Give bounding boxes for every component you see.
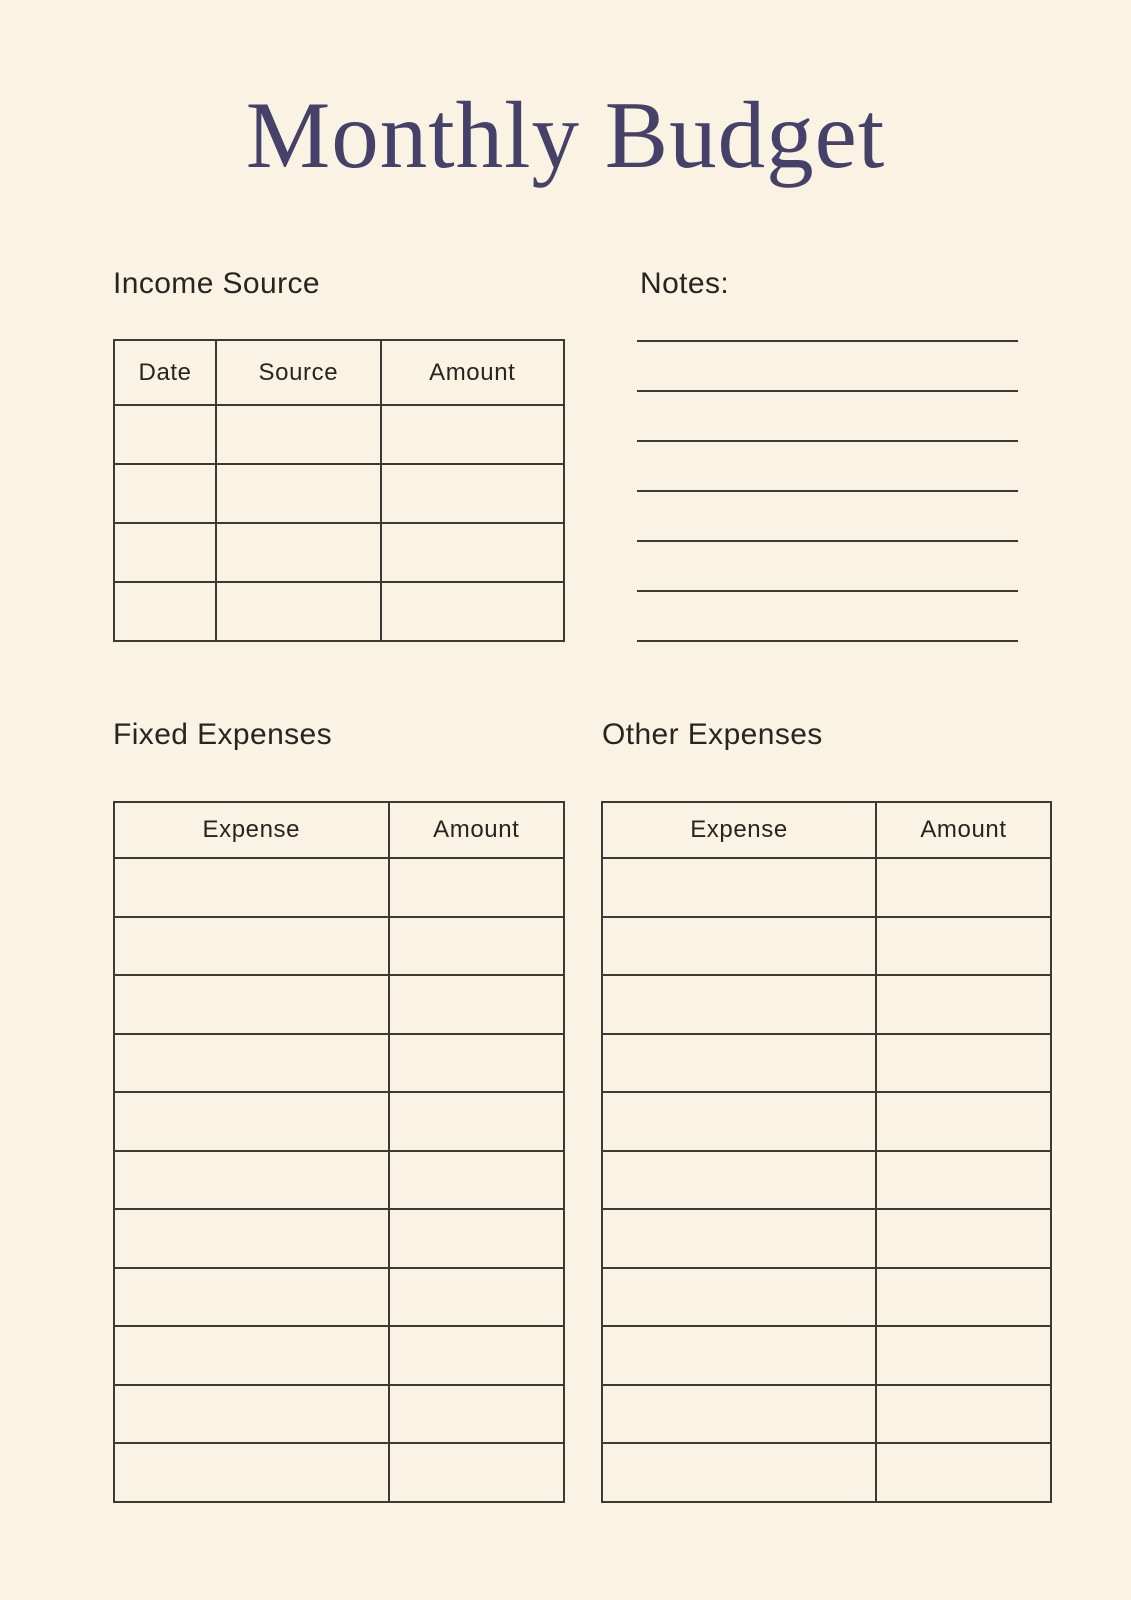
- table-row: [115, 918, 563, 977]
- table-cell-expense: [115, 859, 390, 916]
- table-cell-expense: [603, 1093, 877, 1150]
- table-cell-amount: [390, 1152, 563, 1209]
- table-cell-date: [115, 583, 217, 640]
- table-row: [603, 1210, 1050, 1269]
- table-row: [115, 1035, 563, 1094]
- table-cell-date: [115, 465, 217, 522]
- table-cell-amount: [877, 1444, 1050, 1501]
- table-cell-amount: [877, 1327, 1050, 1384]
- table-row: [603, 1152, 1050, 1211]
- notes-line: [637, 490, 1018, 492]
- table-row: [115, 406, 563, 465]
- table-cell-amount: [390, 1035, 563, 1092]
- table-cell-expense: [603, 1152, 877, 1209]
- table-cell-amount: [390, 1269, 563, 1326]
- table-cell-amount: [877, 1386, 1050, 1443]
- table-cell-expense: [115, 1269, 390, 1326]
- notes-line: [637, 340, 1018, 342]
- table-cell-amount: [877, 1210, 1050, 1267]
- table-cell-amount: [877, 918, 1050, 975]
- table-cell-source: [217, 406, 381, 463]
- table-cell-amount: [877, 1093, 1050, 1150]
- table-cell-amount: [390, 1210, 563, 1267]
- table-cell-source: [217, 465, 381, 522]
- table-cell-expense: [603, 976, 877, 1033]
- table-cell-expense: [603, 1035, 877, 1092]
- table-row: [603, 1386, 1050, 1445]
- table-row: [603, 1269, 1050, 1328]
- table-cell-expense: [603, 1269, 877, 1326]
- table-cell-amount: [877, 976, 1050, 1033]
- table-row: [603, 1035, 1050, 1094]
- table-cell-amount: [390, 1386, 563, 1443]
- table-cell-expense: [603, 1210, 877, 1267]
- table-cell-expense: [603, 1327, 877, 1384]
- table-cell-amount: [877, 1269, 1050, 1326]
- notes-line: [637, 390, 1018, 392]
- table-cell-date: [115, 524, 217, 581]
- table-cell-expense: [115, 1035, 390, 1092]
- table-row: [603, 918, 1050, 977]
- table-row: [603, 1444, 1050, 1501]
- table-cell-amount: [382, 583, 563, 640]
- other-expenses-header-expense: Expense: [603, 803, 877, 857]
- notes-line: [637, 590, 1018, 592]
- income-source-table: [113, 339, 565, 642]
- table-cell-expense: [115, 918, 390, 975]
- table-cell-expense: [603, 859, 877, 916]
- notes-lines: [637, 340, 1018, 642]
- income-header-source: Source: [217, 341, 381, 404]
- table-cell-amount: [382, 406, 563, 463]
- table-row: [115, 976, 563, 1035]
- table-row: [115, 583, 563, 640]
- table-row: [115, 1327, 563, 1386]
- table-cell-source: [217, 583, 381, 640]
- income-table-header-row: [115, 341, 563, 406]
- table-cell-date: [115, 406, 217, 463]
- section-heading-fixed-expenses: Fixed Expenses: [113, 718, 333, 751]
- table-cell-source: [217, 524, 381, 581]
- section-heading-other-expenses: Other Expenses: [602, 718, 823, 751]
- fixed-expenses-table: [113, 801, 565, 1503]
- other-expenses-header-amount: Amount: [920, 816, 1007, 843]
- income-header-date: Date: [115, 341, 217, 404]
- fixed-expenses-header-amount: Amount: [433, 816, 520, 843]
- table-row: [115, 859, 563, 918]
- table-cell-expense: [115, 1152, 390, 1209]
- table-cell-amount: [877, 1035, 1050, 1092]
- section-heading-notes: Notes:: [640, 267, 730, 300]
- table-cell-amount: [877, 1152, 1050, 1209]
- other-expenses-table-body: [603, 859, 1050, 1501]
- table-cell-expense: [115, 976, 390, 1033]
- table-row: [115, 1152, 563, 1211]
- table-cell-expense: [603, 1444, 877, 1501]
- table-cell-amount: [390, 976, 563, 1033]
- notes-line: [637, 640, 1018, 642]
- table-row: [115, 1093, 563, 1152]
- table-cell-amount: [390, 918, 563, 975]
- table-row: [115, 1210, 563, 1269]
- table-cell-amount: [382, 465, 563, 522]
- table-cell-expense: [115, 1386, 390, 1443]
- income-table-body: [115, 406, 563, 640]
- table-cell-expense: [603, 918, 877, 975]
- other-expenses-header-row: [603, 803, 1050, 859]
- table-cell-expense: [115, 1210, 390, 1267]
- table-row: [603, 1093, 1050, 1152]
- table-cell-amount: [877, 859, 1050, 916]
- table-cell-expense: [115, 1444, 390, 1501]
- section-heading-income-source: Income Source: [113, 267, 320, 300]
- table-cell-expense: [603, 1386, 877, 1443]
- fixed-expenses-header-expense: Expense: [115, 803, 390, 857]
- fixed-expenses-header-row: [115, 803, 563, 859]
- table-cell-amount: [390, 1093, 563, 1150]
- table-cell-expense: [115, 1327, 390, 1384]
- notes-line: [637, 540, 1018, 542]
- table-cell-amount: [390, 1327, 563, 1384]
- notes-line: [637, 440, 1018, 442]
- table-cell-amount: [390, 859, 563, 916]
- table-row: [603, 859, 1050, 918]
- fixed-expenses-table-body: [115, 859, 563, 1501]
- table-row: [115, 1444, 563, 1501]
- table-cell-expense: [115, 1093, 390, 1150]
- income-header-amount: Amount: [429, 358, 516, 386]
- page-title: Monthly Budget: [245, 82, 886, 188]
- table-row: [115, 1269, 563, 1328]
- other-expenses-table: [601, 801, 1052, 1503]
- table-row: [115, 524, 563, 583]
- table-cell-amount: [382, 524, 563, 581]
- table-row: [115, 1386, 563, 1445]
- table-row: [603, 976, 1050, 1035]
- table-cell-amount: [390, 1444, 563, 1501]
- table-row: [115, 465, 563, 524]
- table-row: [603, 1327, 1050, 1386]
